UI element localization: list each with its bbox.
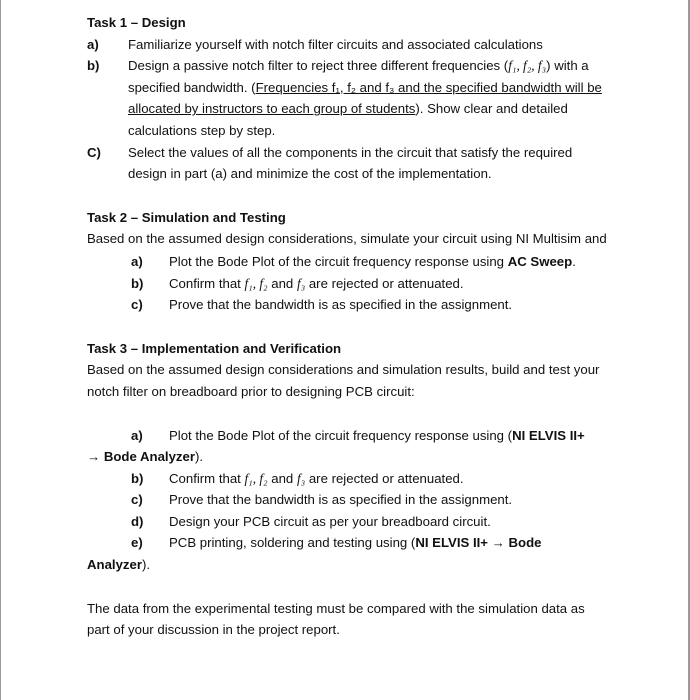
list-item — [131, 251, 607, 273]
item-label: e) — [131, 535, 143, 551]
item-label: c) — [131, 297, 143, 313]
item-continuation: → Bode Analyzer). — [87, 449, 204, 465]
document-body — [87, 12, 607, 641]
task2-list — [87, 251, 607, 316]
task1-title: Task 1 – Design — [87, 15, 186, 30]
item-label: a) — [131, 427, 143, 443]
item-text: Plot the Bode Plot of the circuit frequency response using AC Sweep. — [169, 253, 576, 269]
frequency-symbols: f₁, f₂, f₃ — [508, 58, 547, 74]
item-text: Select the values of all the components in the circuit that satisfy the required design in part (a) and minimize the cost of the implementation. — [128, 144, 573, 182]
item-label: d) — [131, 513, 144, 529]
item-text: PCB printing, soldering and testing using (NI ELVIS II+ → Bode — [169, 535, 542, 551]
item-label: b) — [131, 470, 144, 486]
task3-title: Task 3 – Implementation and Verification — [87, 340, 342, 356]
item-label: b) — [87, 58, 100, 74]
underlined-note: Frequencies f₁, f₂ and f₃ and the specified bandwidth will be allocated by instructors to each group of students — [128, 79, 602, 117]
list-item — [131, 468, 607, 490]
list-item — [87, 55, 607, 141]
list-item — [131, 489, 607, 511]
list-item — [87, 34, 607, 56]
list-item — [131, 511, 607, 533]
item-text: Design your PCB circuit as per your breadboard circuit. — [169, 513, 491, 529]
item-text: Plot the Bode Plot of the circuit frequency response using (NI ELVIS II+ — [169, 427, 585, 443]
item-label: b) — [131, 275, 144, 291]
left-border — [0, 0, 1, 700]
task2-intro: Based on the assumed design considerations, simulate your circuit using NI Multisim and — [87, 231, 607, 247]
item-text: Familiarize yourself with notch filter circuits and associated calculations — [128, 36, 543, 52]
task3-list — [87, 468, 607, 554]
closing-paragraph: The data from the experimental testing must be compared with the simulation data as part of your discussion in the project report. — [87, 600, 585, 638]
item-text: Prove that the bandwidth is as specified in the assignment. — [169, 492, 513, 508]
task3-intro: Based on the assumed design considerations and simulation results, build and test your notch filter on breadboard prior to designing PCB circuit: — [87, 362, 600, 399]
task1-list — [87, 34, 607, 185]
list-item — [87, 142, 607, 185]
list-item — [131, 532, 607, 554]
item-text: Confirm that f₁, f₂ and f₃ are rejected or attenuated. — [169, 275, 464, 291]
item-text: Design a passive notch filter to reject three different frequencies (f₁, f₂, f₃) with a specified bandwidth. (Frequencies f₁, f₂ and f₃ and the specified bandwidth will be allocated by instructors to each group of students). Show clear and detailed calculations step by step. — [128, 58, 602, 138]
item-text: Prove that the bandwidth is as specified in the assignment. — [169, 297, 513, 313]
task3-item-a — [87, 425, 607, 468]
task2-title: Task 2 – Simulation and Testing — [87, 209, 286, 225]
item-label: a) — [87, 36, 99, 52]
list-item — [131, 273, 607, 295]
item-label: c) — [131, 492, 143, 508]
item-label: C) — [87, 144, 101, 160]
list-item — [131, 294, 607, 316]
item-text: Confirm that f₁, f₂ and f₃ are rejected or attenuated. — [169, 470, 464, 486]
item-continuation: Analyzer). — [87, 557, 151, 573]
item-label: a) — [131, 253, 143, 269]
